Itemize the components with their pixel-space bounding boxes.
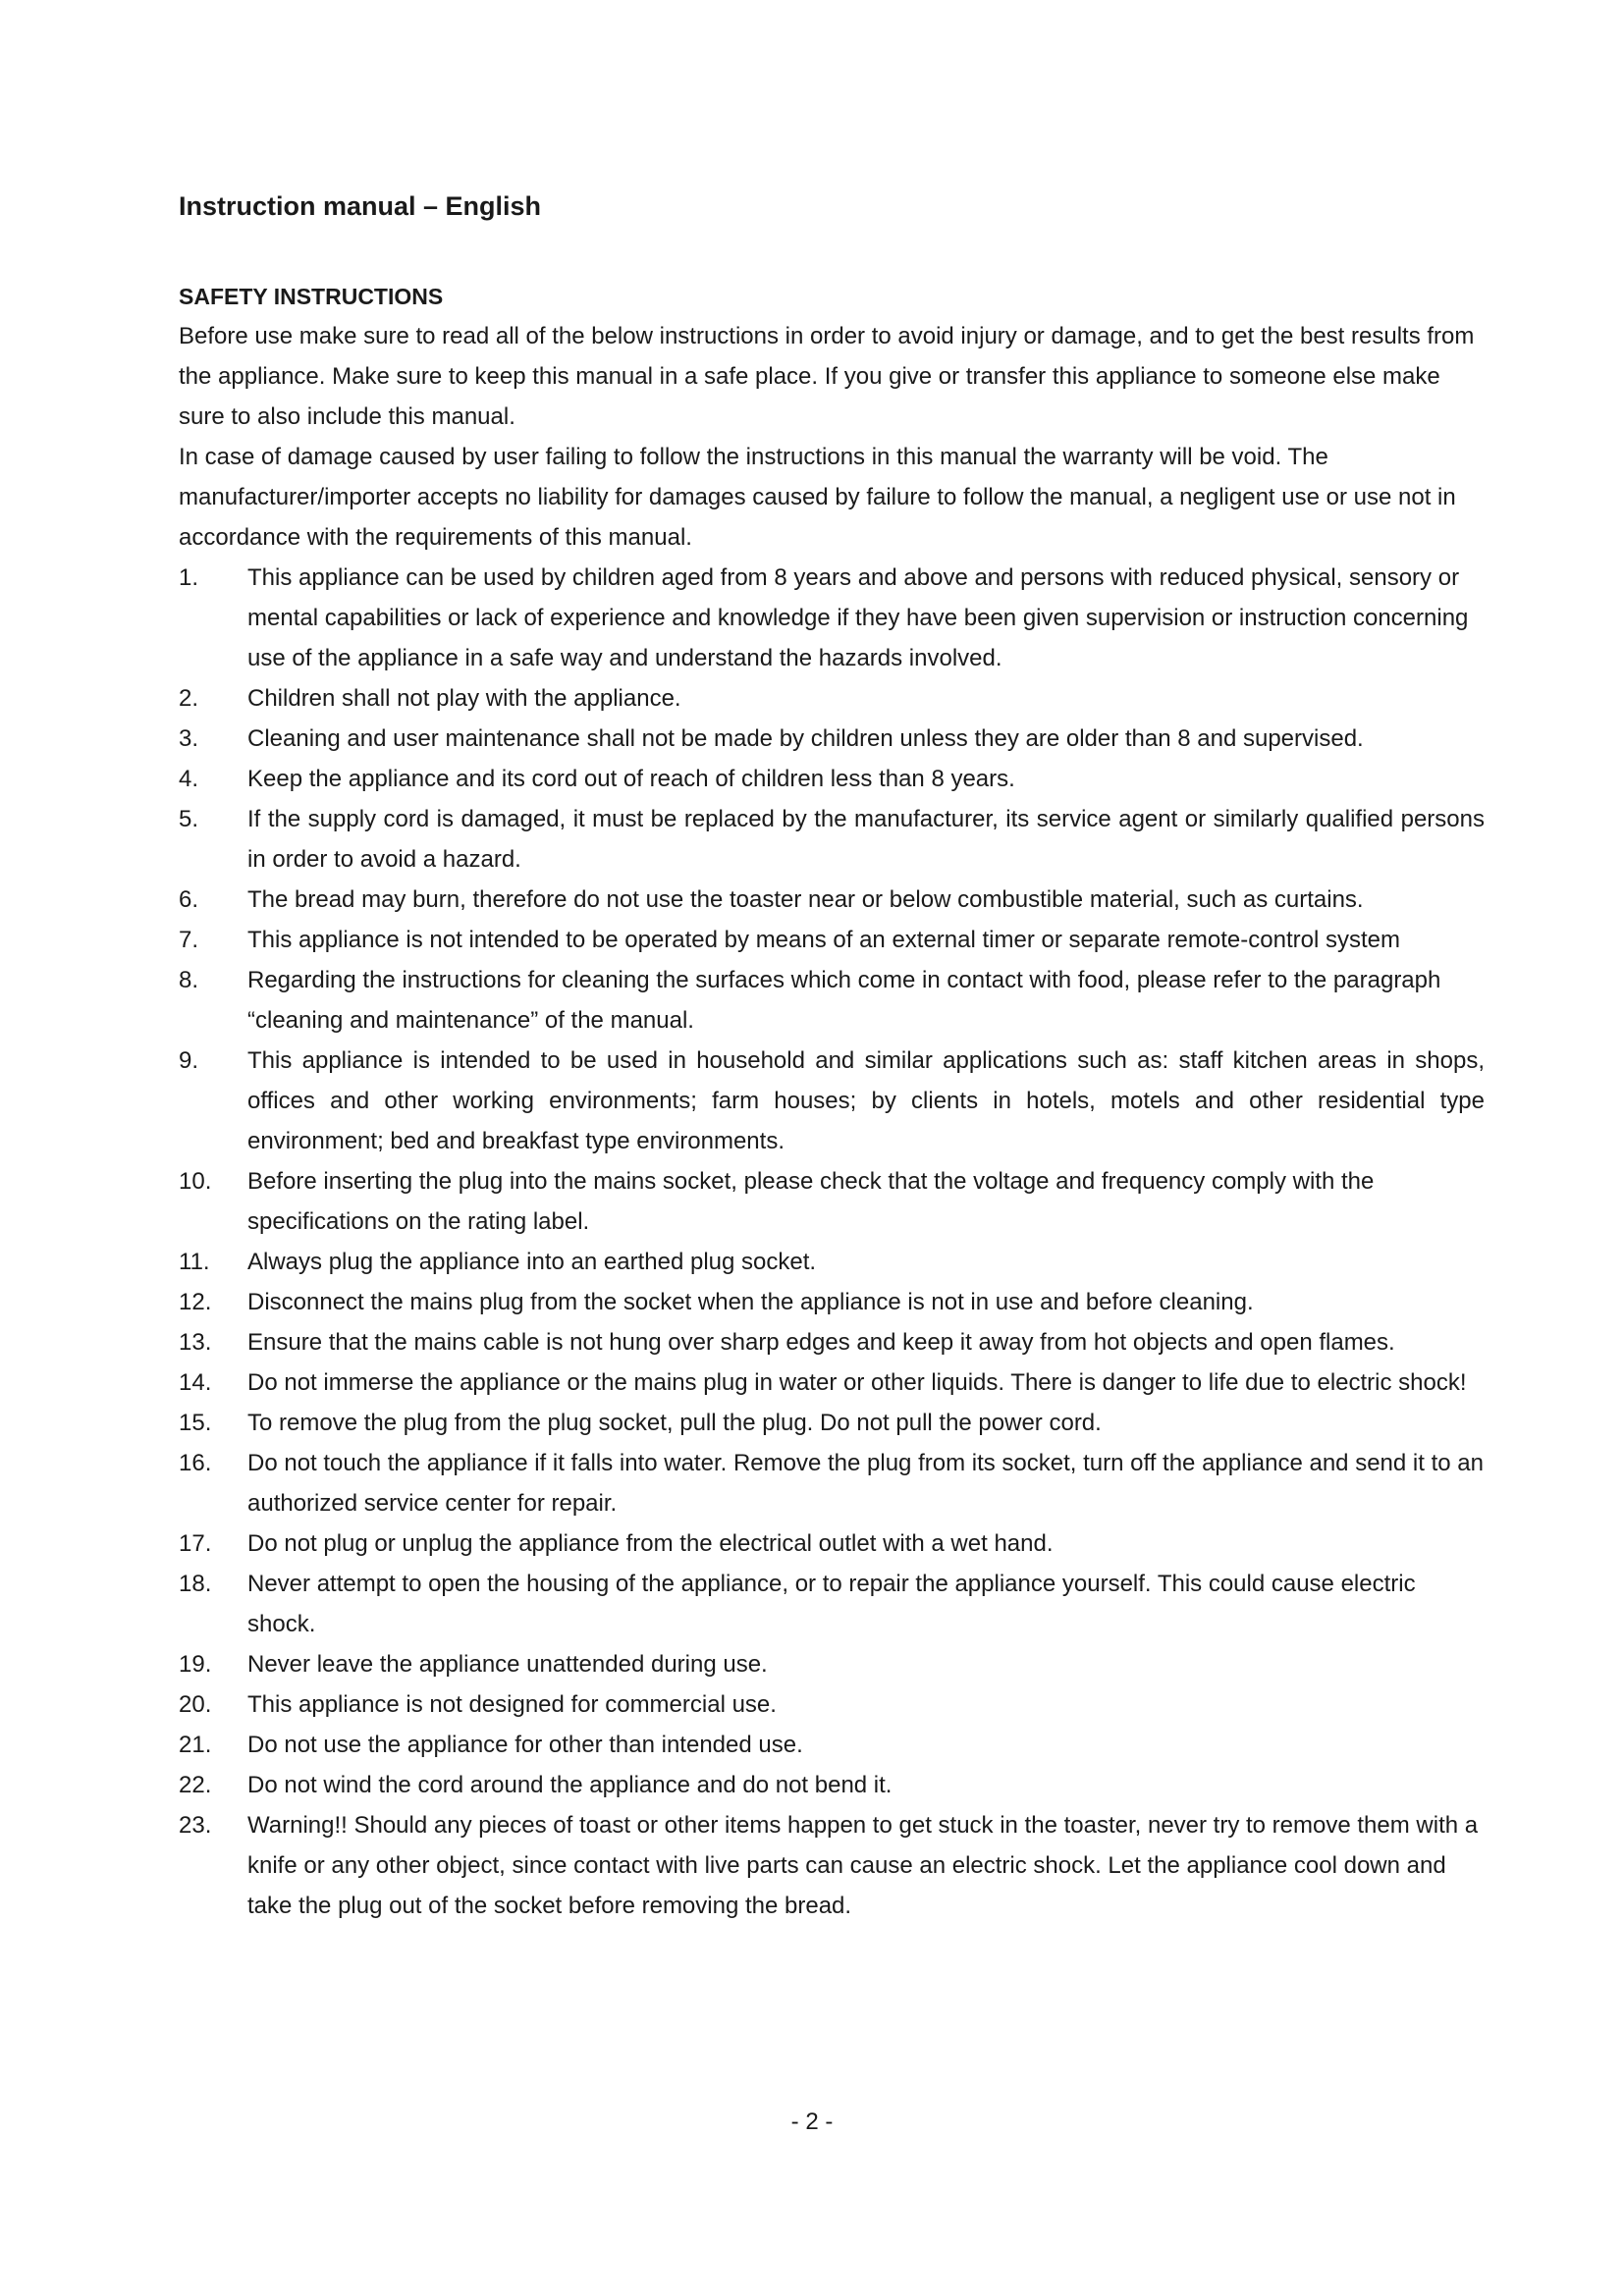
list-item — [179, 1765, 1485, 1805]
item-number: 10. — [179, 1168, 212, 1195]
item-number: 11. — [179, 1249, 210, 1275]
list-item — [179, 1805, 1485, 1926]
item-number: 18. — [179, 1571, 212, 1597]
list-item — [179, 960, 1485, 1041]
intro-paragraph-1: Before use make sure to read all of the below instructions in order to avoid injury or damage, and to get the best results from the appliance. Make sure to keep this manual in a safe place. If you give or transfer this appliance to someone else make sure to also include this manual. — [179, 323, 1475, 430]
list-item — [179, 1161, 1485, 1242]
item-text: Always plug the appliance into an earthed plug socket. — [247, 1249, 817, 1275]
item-text: The bread may burn, therefore do not use the toaster near or below combustible material, such as curtains. — [247, 886, 1364, 913]
item-number: 2. — [179, 685, 199, 712]
list-item — [179, 678, 1485, 719]
document-page — [179, 187, 1485, 1926]
item-number: 23. — [179, 1812, 212, 1839]
item-number: 15. — [179, 1410, 212, 1436]
page-number: - 2 - — [790, 2109, 834, 2135]
item-text: Before inserting the plug into the mains socket, please check that the voltage and frequency comply with the specifications on the rating label. — [247, 1168, 1375, 1235]
item-number: 14. — [179, 1369, 212, 1396]
item-number: 13. — [179, 1329, 212, 1356]
item-text: Do not use the appliance for other than intended use. — [247, 1732, 803, 1758]
item-text: Disconnect the mains plug from the socket when the appliance is not in use and before cleaning. — [247, 1289, 1254, 1315]
item-text: Do not wind the cord around the appliance and do not bend it. — [247, 1772, 893, 1798]
item-text: This appliance is not intended to be operated by means of an external timer or separate remote-control system — [247, 927, 1400, 953]
list-item — [179, 558, 1485, 678]
list-item — [179, 1282, 1485, 1322]
list-item — [179, 920, 1485, 960]
item-text: Do not immerse the appliance or the mains plug in water or other liquids. There is danger to life due to electric shock! — [247, 1369, 1467, 1396]
item-text: If the supply cord is damaged, it must be replaced by the manufacturer, its service agent or similarly qualified persons in order to avoid a hazard. — [247, 806, 1485, 873]
item-text: Ensure that the mains cable is not hung over sharp edges and keep it away from hot objects and open flames. — [247, 1329, 1395, 1356]
list-item — [179, 1684, 1485, 1725]
list-item — [179, 1041, 1485, 1161]
list-item — [179, 1443, 1485, 1523]
item-text: This appliance is not designed for commercial use. — [247, 1691, 777, 1718]
safety-instructions-list — [179, 558, 1485, 1926]
list-item — [179, 1362, 1485, 1403]
item-number: 9. — [179, 1047, 199, 1074]
item-number: 4. — [179, 766, 199, 792]
item-text: To remove the plug from the plug socket, pull the plug. Do not pull the power cord. — [247, 1410, 1102, 1436]
list-item — [179, 1242, 1485, 1282]
item-text: Keep the appliance and its cord out of reach of children less than 8 years. — [247, 766, 1015, 792]
list-item — [179, 1725, 1485, 1765]
item-text: Warning!! Should any pieces of toast or other items happen to get stuck in the toaster, never try to remove them with a knife or any other object, since contact with live parts can cause an electric shock. Let the appliance cool down and take the plug out of the socket before removing the bread. — [247, 1812, 1479, 1919]
list-item — [179, 1644, 1485, 1684]
item-text: Children shall not play with the appliance. — [247, 685, 681, 712]
list-item — [179, 1322, 1485, 1362]
list-item — [179, 880, 1485, 920]
list-item — [179, 1564, 1485, 1644]
item-number: 7. — [179, 927, 199, 953]
item-text: Do not touch the appliance if it falls into water. Remove the plug from its socket, turn off the appliance and send it to an authorized service center for repair. — [247, 1450, 1484, 1517]
intro-paragraph-2: In case of damage caused by user failing to follow the instructions in this manual the warranty will be void. The manufacturer/importer accepts no liability for damages caused by failure to follow the manual, a negligent use or use not in accordance with the requirements of this manual. — [179, 444, 1456, 551]
item-text: Never leave the appliance unattended during use. — [247, 1651, 768, 1678]
item-number: 19. — [179, 1651, 212, 1678]
item-text: Never attempt to open the housing of the appliance, or to repair the appliance yourself. This could cause electric shock. — [247, 1571, 1416, 1637]
item-text: Cleaning and user maintenance shall not be made by children unless they are older than 8 and supervised. — [247, 725, 1364, 752]
document-title: Instruction manual – English — [179, 191, 542, 221]
list-item — [179, 799, 1485, 880]
item-number: 8. — [179, 967, 199, 993]
list-item — [179, 719, 1485, 759]
item-number: 22. — [179, 1772, 212, 1798]
item-number: 16. — [179, 1450, 212, 1476]
list-item — [179, 759, 1485, 799]
item-text: Do not plug or unplug the appliance from the electrical outlet with a wet hand. — [247, 1530, 1054, 1557]
item-number: 6. — [179, 886, 199, 913]
item-text: Regarding the instructions for cleaning the surfaces which come in contact with food, please refer to the paragraph “cleaning and maintenance” of the manual. — [247, 967, 1441, 1034]
list-item — [179, 1403, 1485, 1443]
item-number: 12. — [179, 1289, 212, 1315]
item-number: 1. — [179, 564, 199, 591]
item-number: 5. — [179, 806, 199, 832]
list-item — [179, 1523, 1485, 1564]
item-number: 17. — [179, 1530, 212, 1557]
item-number: 20. — [179, 1691, 212, 1718]
item-text: This appliance can be used by children aged from 8 years and above and persons with reduced physical, sensory or mental capabilities or lack of experience and knowledge if they have been given supervision or instruction concerning use of the appliance in a safe way and understand the hazards involved. — [247, 564, 1469, 671]
item-number: 3. — [179, 725, 199, 752]
section-heading: SAFETY INSTRUCTIONS — [179, 284, 444, 309]
item-number: 21. — [179, 1732, 212, 1758]
item-text: This appliance is intended to be used in household and similar applications such as: staff kitchen areas in shops, offices and other working environments; farm houses; by clients in hotels, motels and other residential type environment; bed and breakfast type environments. — [247, 1047, 1485, 1154]
